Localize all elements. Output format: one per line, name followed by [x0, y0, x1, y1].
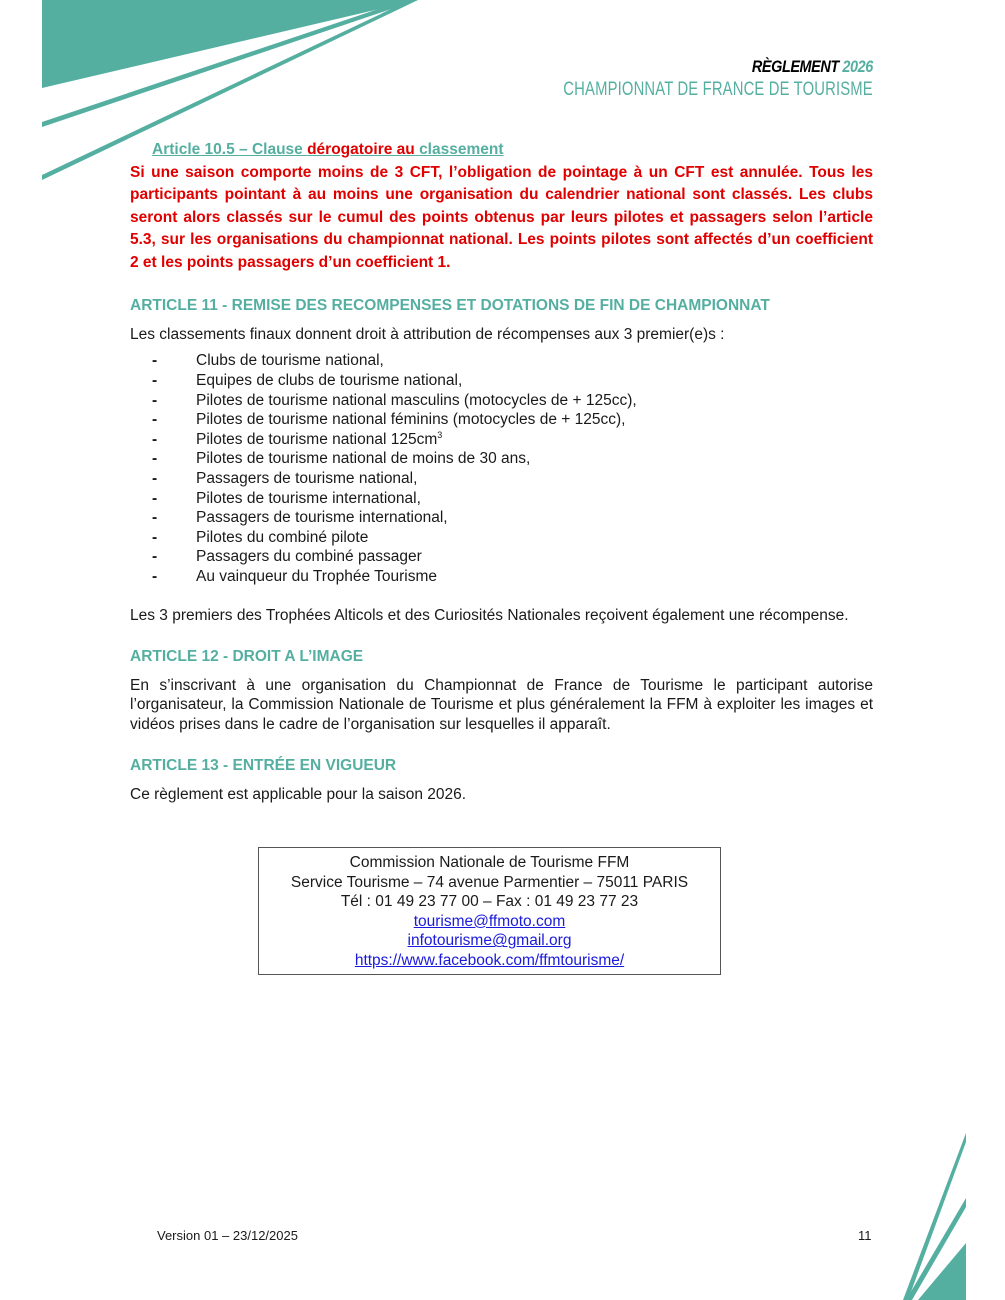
article-13-title: ARTICLE 13 - ENTRÉE EN VIGUEUR	[130, 757, 397, 775]
superscript: 3	[437, 429, 443, 440]
list-item: - Au vainqueur du Trophée Tourisme	[130, 567, 873, 587]
list-item: - Pilotes de tourisme national de moins de 30 ans,	[130, 449, 873, 469]
list-item: - Pilotes du combiné pilote	[130, 528, 873, 548]
awards-list	[130, 351, 873, 586]
list-item: - Passagers du combiné passager	[130, 547, 873, 567]
article-10-5	[130, 140, 873, 274]
contact-address: Service Tourisme – 74 avenue Parmentier – 75011 PARIS	[290, 873, 689, 891]
title-part-2: dérogatoire au	[307, 141, 420, 158]
header-brand	[536, 58, 873, 76]
list-item: - Pilotes de tourisme national féminins (motocycles de + 125cc),	[130, 410, 873, 430]
list-item: - Equipes de clubs de tourisme national,	[130, 371, 873, 391]
list-item: - Passagers de tourisme national,	[130, 469, 873, 489]
brand-word: RÈGLEMENT	[752, 57, 839, 76]
document-header	[476, 58, 873, 101]
article-11-title: ARTICLE 11 - REMISE DES RECOMPENSES ET DOTATIONS DE FIN DE CHAMPIONNAT	[130, 297, 770, 315]
article-11-outro: Les 3 premiers des Trophées Alticols et des Curiosités Nationales reçoivent également une récompense.	[130, 606, 849, 624]
article-13-body: Ce règlement est applicable pour la saison 2026.	[130, 785, 467, 803]
article-10-5-body: Si une saison comporte moins de 3 CFT, l’obligation de pointage à un CFT est annulée. Tous les participants pointant à au moins une organisation du calendrier national sont classés. Les clubs seront alors classés sur le cumul des points obtenus par leurs pilotes et passagers selon l’article 5.3, sur les organisations du championnat national. Les points pilotes sont affectés d’un coefficient 2 et les points passagers d’un coefficient 1.	[130, 163, 873, 271]
header-subtitle: CHAMPIONNAT DE FRANCE DE TOURISME	[563, 79, 873, 100]
article-11	[130, 296, 873, 625]
article-10-5-title	[152, 140, 873, 160]
email-link-tourisme[interactable]: tourisme@ffmoto.com	[413, 912, 566, 930]
list-item: - Clubs de tourisme national,	[130, 351, 873, 371]
contact-phone-fax: Tél : 01 49 23 77 00 – Fax : 01 49 23 77 23	[340, 893, 639, 911]
list-item: - Pilotes de tourisme national masculins (motocycles de + 125cc),	[130, 391, 873, 411]
list-item: - Passagers de tourisme international,	[130, 508, 873, 528]
article-12-title: ARTICLE 12 - DROIT A L’IMAGE	[130, 648, 364, 666]
article-11-intro: Les classements finaux donnent droit à attribution de récompenses aux 3 premier(e)s :	[130, 325, 725, 343]
top-left-triangle	[42, 0, 418, 88]
page-number: 11	[858, 1228, 872, 1243]
brand-year: 2026	[842, 57, 873, 76]
article-13	[130, 756, 873, 804]
contact-box	[258, 847, 721, 975]
article-12	[130, 647, 873, 734]
title-part-1: Article 10.5 – Clause	[152, 141, 308, 158]
list-item: - Pilotes de tourisme international,	[130, 489, 873, 509]
facebook-link[interactable]: https://www.facebook.com/ffmtourisme/	[354, 951, 625, 969]
contact-organization: Commission Nationale de Tourisme FFM	[349, 854, 630, 871]
footer-version: Version 01 – 23/12/2025	[157, 1228, 298, 1243]
list-item: - Pilotes de tourisme national $125cm^3$	[130, 430, 873, 450]
email-link-infotourisme[interactable]: infotourisme@gmail.org	[407, 932, 572, 950]
article-12-body: En s’inscrivant à une organisation du Championnat de France de Tourisme le participant autorise l’organisateur, la Commission Nationale de Tourisme et plus généralement la FFM à exploiter les images et vidéos prises dans le cadre de l’organisation sur lesquelles il apparaît.	[130, 676, 873, 733]
bottom-right-stripes-graphic	[903, 1133, 966, 1300]
document-body	[130, 140, 873, 804]
title-part-3: classement	[419, 141, 504, 158]
